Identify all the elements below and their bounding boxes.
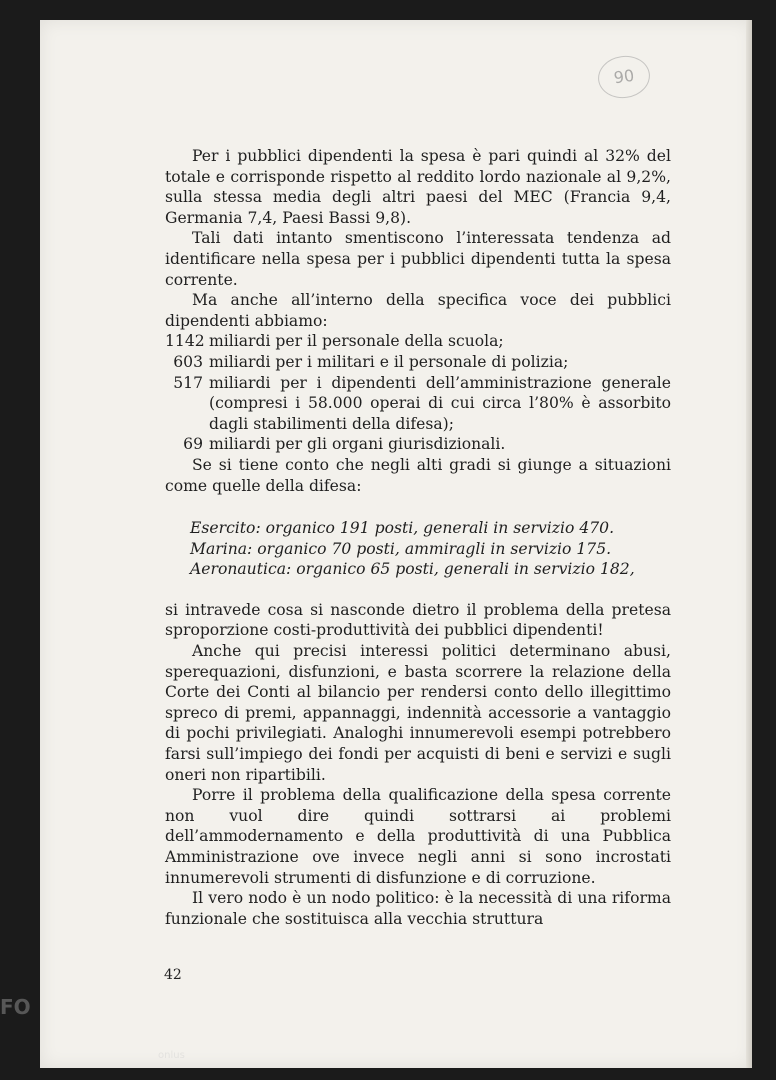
watermark: FO [0,995,31,1019]
paragraph: Il vero nodo è un nodo politico: è la necessità di una riforma funzionale che sostituisca alla vecchia struttura [165,889,671,928]
paragraph: Tali dati intanto smentiscono l’interessata tendenza ad identificare nella spesa per i pubblici dipendenti tutta la spesa corrente. [165,229,671,289]
list-item [165,331,671,352]
paragraph: Ma anche all’interno della specifica voce dei pubblici dipendenti abbiamo: [165,291,671,330]
paragraph: si intravede cosa si nasconde dietro il problema della pretesa sproporzione costi-produttività dei pubblici dipendenti! [165,600,671,640]
list-text: miliardi per i militari e il personale di polizia; [209,352,569,371]
list-item [165,373,671,435]
body-text [165,146,671,929]
page-edge [746,20,752,1068]
list-item [165,434,671,455]
paragraph: Per i pubblici dipendenti la spesa è pari quindi al 32% del totale e corrisponde rispetto al reddito lordo nazionale al 9,2%, sulla stessa media degli altri paesi del MEC (Francia 9,4, Germania 7,4, Paesi Bassi 9,8). [165,147,671,227]
paragraph: Anche qui precisi interessi politici determinano abusi, sperequazioni, disfunzioni, e basta scorrere la relazione della Corte dei Conti al bilancio per rendersi conto dello illegittimo spreco di premi, appannaggi, indennità accessorie a vantaggio di pochi privilegiati. Analoghi innumerevoli esempi potrebbero farsi sull’impiego dei fondi per acquisti di beni e servizi e sugli oneri non ripartibili. [165,642,671,784]
list-number: 69 [183,435,203,454]
list-number: 517 [173,373,203,392]
italic-line: Aeronautica: organico 65 posti, generali in servizio 182, [190,560,635,579]
list-item [165,352,671,373]
list-number: 603 [173,352,203,371]
list-text: miliardi per i dipendenti dell’amministrazione generale (compresi i 58.000 operai di cui circa l’80% è assorbito dagli stabilimenti della difesa); [209,373,671,433]
archive-stamp: 90 [595,53,652,102]
list-text: miliardi per gli organi giurisdizionali. [209,435,506,454]
paragraph: Porre il problema della qualificazione della spesa corrente non vuol dire quindi sottrarsi ai problemi dell’ammodernamento e della produttività di una Pubblica Amministrazione ove invece negli anni si sono incrostati innumerevoli strumenti di disfunzione e di corruzione. [165,786,671,887]
watermark-small: onlus [158,1050,185,1061]
list-number: 1142 [165,332,205,351]
page-number: 42 [164,967,182,983]
book-page [40,20,752,1068]
list-text: miliardi per il personale della scuola; [209,332,504,351]
italic-line: Marina: organico 70 posti, ammiragli in servizio 175. [190,539,612,558]
paragraph: Se si tiene conto che negli alti gradi si giunge a situazioni come quelle della difesa: [165,455,671,495]
italic-line: Esercito: organico 191 posti, generali in servizio 470. [190,519,615,538]
